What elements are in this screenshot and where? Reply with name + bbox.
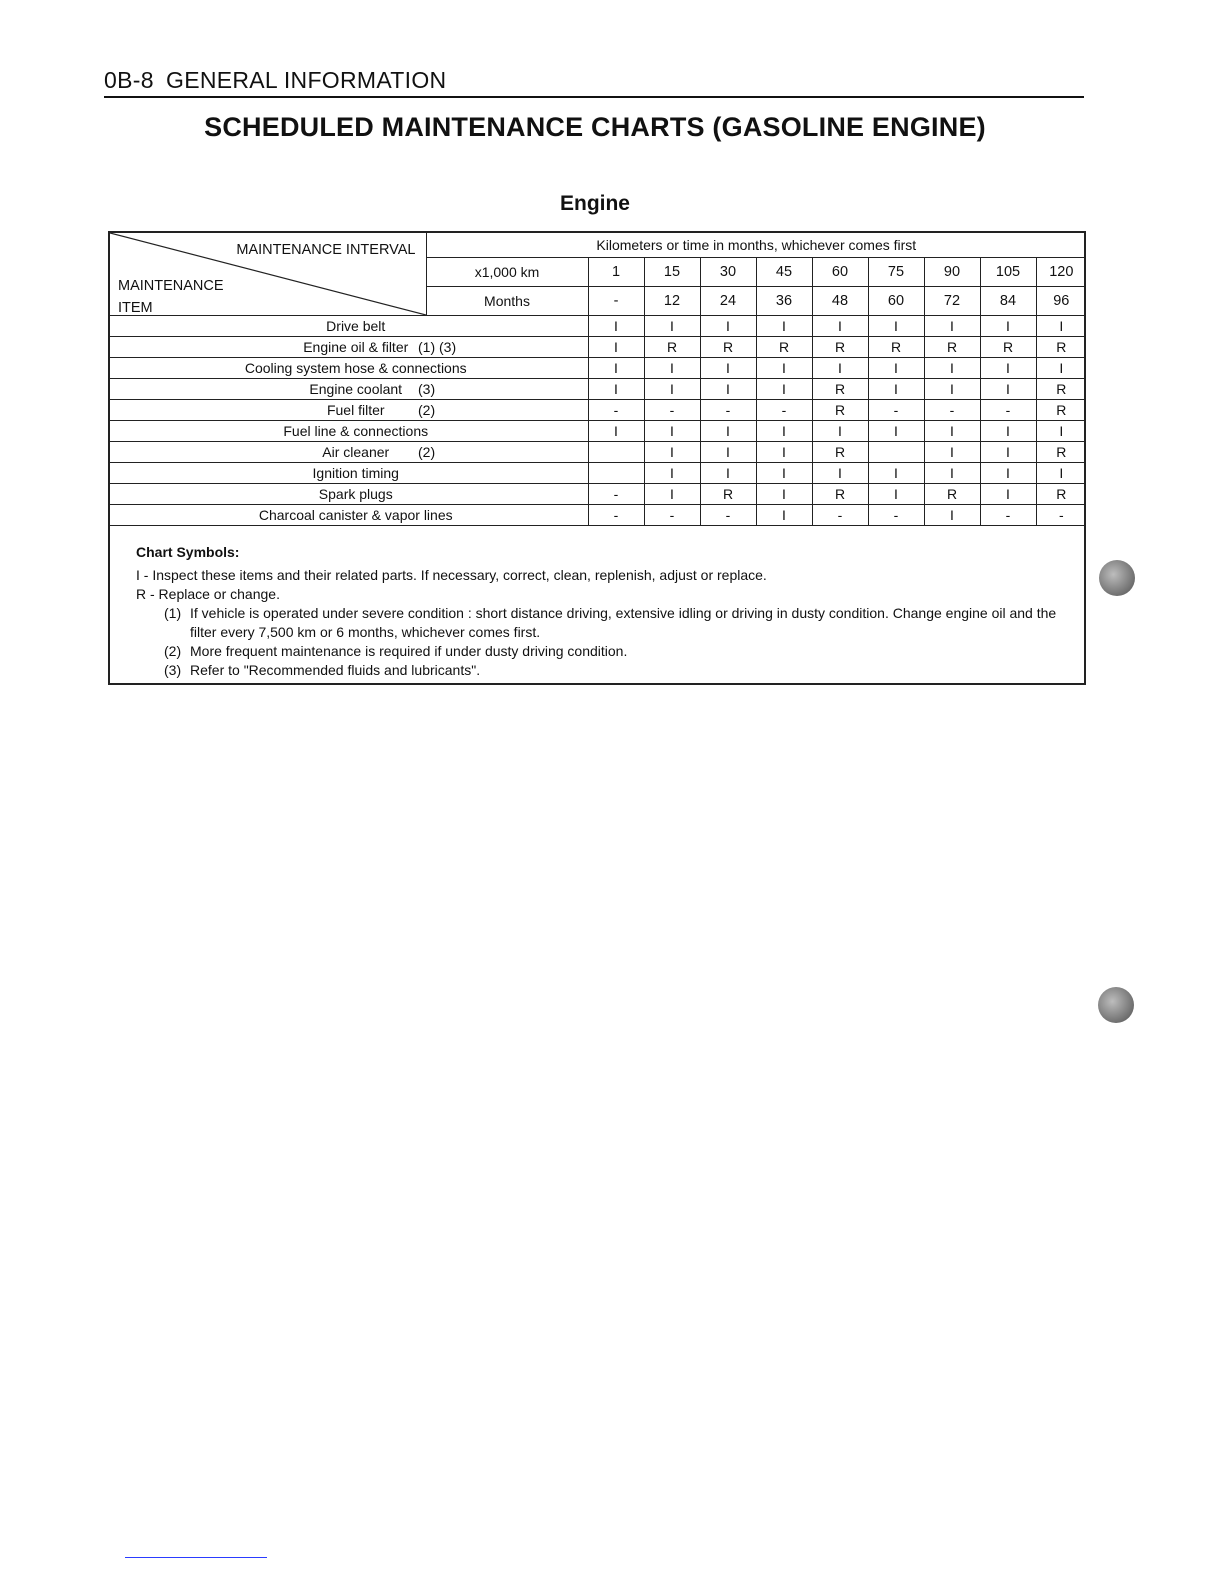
schedule-mark: R <box>812 399 868 420</box>
note-2-text: More frequent maintenance is required if under dusty driving condition. <box>190 643 628 659</box>
schedule-mark: R <box>1036 441 1086 462</box>
schedule-mark: I <box>924 441 980 462</box>
maintenance-item <box>110 336 588 357</box>
schedule-mark: I <box>812 462 868 483</box>
schedule-mark: I <box>644 357 700 378</box>
schedule-mark: I <box>812 315 868 336</box>
schedule-mark: I <box>1036 420 1086 441</box>
schedule-mark: I <box>756 420 812 441</box>
schedule-mark: I <box>980 378 1036 399</box>
schedule-mark: I <box>756 441 812 462</box>
note-2 <box>136 642 1076 661</box>
schedule-mark: I <box>980 483 1036 504</box>
table-row <box>110 399 1086 420</box>
table-row <box>110 504 1086 525</box>
schedule-mark: - <box>644 504 700 525</box>
maintenance-item <box>110 462 588 483</box>
schedule-mark: I <box>588 420 644 441</box>
months-interval-cell: 60 <box>868 286 924 315</box>
binder-hole-mark <box>1099 560 1135 596</box>
schedule-mark: I <box>868 357 924 378</box>
table-row <box>110 483 1086 504</box>
note-1-text: If vehicle is operated under severe condition : short distance driving, extensive idling or driving in dusty condition. Change engine oil and the filter every 7,500 km or 6 months, whichever comes first. <box>190 605 1057 640</box>
schedule-mark: R <box>700 483 756 504</box>
table-row <box>110 357 1086 378</box>
schedule-mark: I <box>700 378 756 399</box>
km-interval-cell: 60 <box>812 257 868 286</box>
km-interval-cell: 120 <box>1036 257 1086 286</box>
schedule-mark <box>588 462 644 483</box>
page-title: SCHEDULED MAINTENANCE CHARTS (GASOLINE ENGINE) <box>204 112 986 142</box>
km-interval-cell: 75 <box>868 257 924 286</box>
table-corner-header <box>110 233 426 315</box>
maintenance-item <box>110 378 588 399</box>
schedule-mark: - <box>868 504 924 525</box>
interval-span-header: Kilometers or time in months, whichever comes first <box>426 233 1086 257</box>
table-row <box>110 315 1086 336</box>
maintenance-label: MAINTENANCE <box>118 278 224 294</box>
schedule-mark: I <box>644 483 700 504</box>
table-row <box>110 462 1086 483</box>
schedule-mark: I <box>868 483 924 504</box>
schedule-mark: R <box>812 441 868 462</box>
schedule-mark: - <box>700 504 756 525</box>
months-interval-cell: 72 <box>924 286 980 315</box>
schedule-mark: R <box>644 336 700 357</box>
schedule-mark: I <box>756 357 812 378</box>
chart-subtitle: Engine <box>559 192 630 215</box>
schedule-mark: R <box>868 336 924 357</box>
maintenance-item <box>110 315 588 336</box>
symbols-heading: Chart Symbols: <box>136 544 240 560</box>
note-3 <box>136 661 1076 680</box>
schedule-mark: I <box>924 315 980 336</box>
schedule-mark: - <box>980 504 1036 525</box>
schedule-mark: I <box>700 357 756 378</box>
note-1 <box>136 604 1076 642</box>
schedule-mark: R <box>812 336 868 357</box>
item-note-ref: (3) <box>418 380 436 397</box>
schedule-mark: - <box>644 399 700 420</box>
schedule-mark: I <box>644 441 700 462</box>
item-label: ITEM <box>118 300 153 315</box>
item-name: Engine oil & filter <box>303 338 409 355</box>
months-interval-cell: 12 <box>644 286 700 315</box>
km-interval-cell: 15 <box>644 257 700 286</box>
schedule-mark: I <box>980 357 1036 378</box>
schedule-mark: R <box>756 336 812 357</box>
months-interval-cell: 48 <box>812 286 868 315</box>
page-header <box>104 66 1084 98</box>
binder-hole-mark <box>1098 987 1134 1023</box>
schedule-mark: I <box>924 357 980 378</box>
table-row <box>110 336 1086 357</box>
symbol-i-description: I - Inspect these items and their related parts. If necessary, correct, clean, replenish, adjust or replace. <box>136 567 767 583</box>
schedule-mark: I <box>980 420 1036 441</box>
item-name: Drive belt <box>326 317 386 334</box>
schedule-mark: I <box>756 378 812 399</box>
schedule-mark: I <box>980 315 1036 336</box>
item-name: Air cleaner <box>322 443 390 460</box>
schedule-mark: R <box>1036 483 1086 504</box>
schedule-mark: - <box>756 399 812 420</box>
schedule-mark: I <box>812 420 868 441</box>
schedule-mark: I <box>756 504 812 525</box>
schedule-mark: I <box>644 420 700 441</box>
schedule-mark: - <box>588 504 644 525</box>
schedule-mark: I <box>756 462 812 483</box>
schedule-mark: R <box>812 378 868 399</box>
months-interval-cell: 96 <box>1036 286 1086 315</box>
scan-edge-line <box>125 1557 267 1558</box>
item-name: Charcoal canister & vapor lines <box>258 506 453 523</box>
schedule-mark: I <box>924 378 980 399</box>
schedule-mark: - <box>700 399 756 420</box>
schedule-mark: - <box>588 399 644 420</box>
schedule-mark: I <box>644 315 700 336</box>
schedule-mark: R <box>812 483 868 504</box>
km-interval-cell: 30 <box>700 257 756 286</box>
note-3-text: Refer to "Recommended fluids and lubricants". <box>190 662 481 678</box>
schedule-mark: I <box>1036 357 1086 378</box>
schedule-mark: I <box>868 462 924 483</box>
schedule-mark: I <box>644 378 700 399</box>
km-unit-label: x1,000 km <box>426 257 588 286</box>
item-name: Cooling system hose & connections <box>244 359 467 376</box>
schedule-mark: R <box>1036 399 1086 420</box>
schedule-mark: I <box>924 462 980 483</box>
months-interval-cell: 84 <box>980 286 1036 315</box>
schedule-mark: I <box>588 315 644 336</box>
maintenance-item <box>110 399 588 420</box>
maintenance-table <box>110 233 1086 526</box>
km-interval-cell: 105 <box>980 257 1036 286</box>
schedule-mark: I <box>868 378 924 399</box>
months-interval-cell: 36 <box>756 286 812 315</box>
item-name: Fuel line & connections <box>283 422 429 439</box>
schedule-mark: - <box>980 399 1036 420</box>
maintenance-chart <box>108 231 1086 685</box>
item-note-ref: (1) (3) <box>418 338 457 355</box>
schedule-mark: R <box>1036 336 1086 357</box>
schedule-mark: R <box>1036 378 1086 399</box>
schedule-mark: I <box>1036 315 1086 336</box>
schedule-mark: I <box>756 483 812 504</box>
km-interval-cell: 1 <box>588 257 644 286</box>
schedule-mark: R <box>980 336 1036 357</box>
maintenance-item <box>110 420 588 441</box>
table-row <box>110 441 1086 462</box>
schedule-mark: R <box>700 336 756 357</box>
schedule-mark: - <box>812 504 868 525</box>
chart-symbols <box>136 543 1076 680</box>
schedule-mark: I <box>588 357 644 378</box>
symbol-r-description: R - Replace or change. <box>136 586 280 602</box>
item-note-ref: (2) <box>418 401 436 418</box>
note-3-number: (3) <box>164 662 182 678</box>
schedule-mark: I <box>700 420 756 441</box>
schedule-mark: I <box>980 441 1036 462</box>
table-row <box>110 420 1086 441</box>
schedule-mark: - <box>1036 504 1086 525</box>
schedule-mark: I <box>588 378 644 399</box>
maintenance-item <box>110 483 588 504</box>
item-name: Fuel filter <box>326 401 385 418</box>
schedule-mark: R <box>924 483 980 504</box>
item-note-ref: (2) <box>418 443 436 460</box>
item-name: Engine coolant <box>309 380 403 397</box>
schedule-mark: I <box>1036 462 1086 483</box>
schedule-mark: - <box>588 483 644 504</box>
maintenance-item <box>110 357 588 378</box>
maintenance-item <box>110 441 588 462</box>
schedule-mark: I <box>868 420 924 441</box>
schedule-mark: I <box>756 315 812 336</box>
months-unit-label: Months <box>426 286 588 315</box>
page-code: 0B-8 <box>104 67 154 93</box>
schedule-mark: I <box>644 462 700 483</box>
item-name: Ignition timing <box>312 464 399 481</box>
km-interval-cell: 45 <box>756 257 812 286</box>
months-interval-cell: - <box>588 286 644 315</box>
schedule-mark: I <box>924 420 980 441</box>
section-title: GENERAL INFORMATION <box>166 67 447 93</box>
schedule-mark: I <box>812 357 868 378</box>
schedule-mark: I <box>980 462 1036 483</box>
schedule-mark: I <box>588 336 644 357</box>
schedule-mark <box>868 441 924 462</box>
schedule-mark: I <box>700 315 756 336</box>
note-2-number: (2) <box>164 643 182 659</box>
km-interval-cell: 90 <box>924 257 980 286</box>
interval-label: MAINTENANCE INTERVAL <box>236 242 416 258</box>
schedule-mark <box>588 441 644 462</box>
schedule-mark: R <box>924 336 980 357</box>
schedule-mark: I <box>868 315 924 336</box>
schedule-mark: I <box>700 441 756 462</box>
maintenance-item <box>110 504 588 525</box>
item-name: Spark plugs <box>318 485 393 502</box>
months-interval-cell: 24 <box>700 286 756 315</box>
schedule-mark: I <box>700 462 756 483</box>
table-row <box>110 378 1086 399</box>
note-1-number: (1) <box>164 605 182 621</box>
schedule-mark: - <box>868 399 924 420</box>
schedule-mark: - <box>924 399 980 420</box>
schedule-mark: I <box>924 504 980 525</box>
